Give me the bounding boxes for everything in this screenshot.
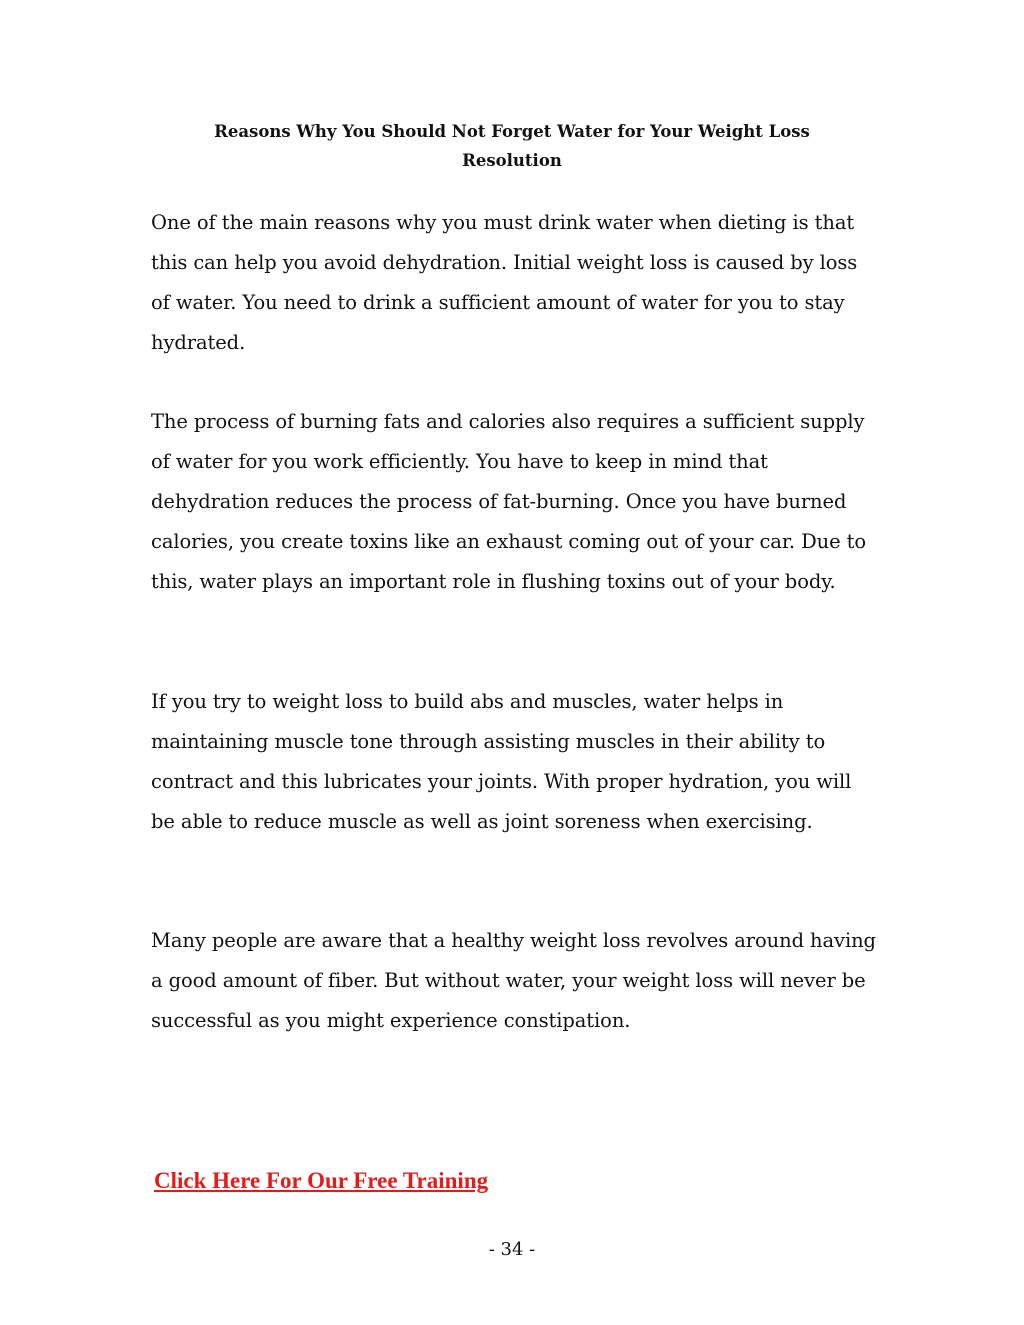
page-number: - 34 - [488,1239,536,1260]
paragraph-muscles: If you try to weight loss to build abs and muscles, water helps in maintaining muscle tone through assisting muscles in their ability to contract and this lubricates your joints. With proper hydration, you will be able to reduce muscle as well as joint soreness when exercising. [151,690,852,833]
free-training-link[interactable]: Click Here For Our Free Training [154,1168,489,1193]
paragraph-fiber: Many people are aware that a healthy weight loss revolves around having a good amount of fiber. But without water, your weight loss will never be successful as you might experience constipation. [151,929,876,1032]
heading-line-2: Resolution [462,151,562,170]
heading-line-1: Reasons Why You Should Not Forget Water for Your Weight Loss [214,122,810,141]
paragraph-fat-burning: The process of burning fats and calories also requires a sufficient supply of water for you work efficiently. You have to keep in mind that dehydration reduces the process of fat-burning. Once you have burned calories, you create toxins like an exhaust coming out of your car. Due to this, water plays an important role in flushing toxins out of your body. [151,410,867,593]
page-heading [150,117,874,175]
paragraph-dehydration: One of the main reasons why you must drink water when dieting is that this can help you avoid dehydration. Initial weight loss is caused by loss of water. You need to drink a sufficient amount of water for you to stay hydrated. [151,211,858,354]
